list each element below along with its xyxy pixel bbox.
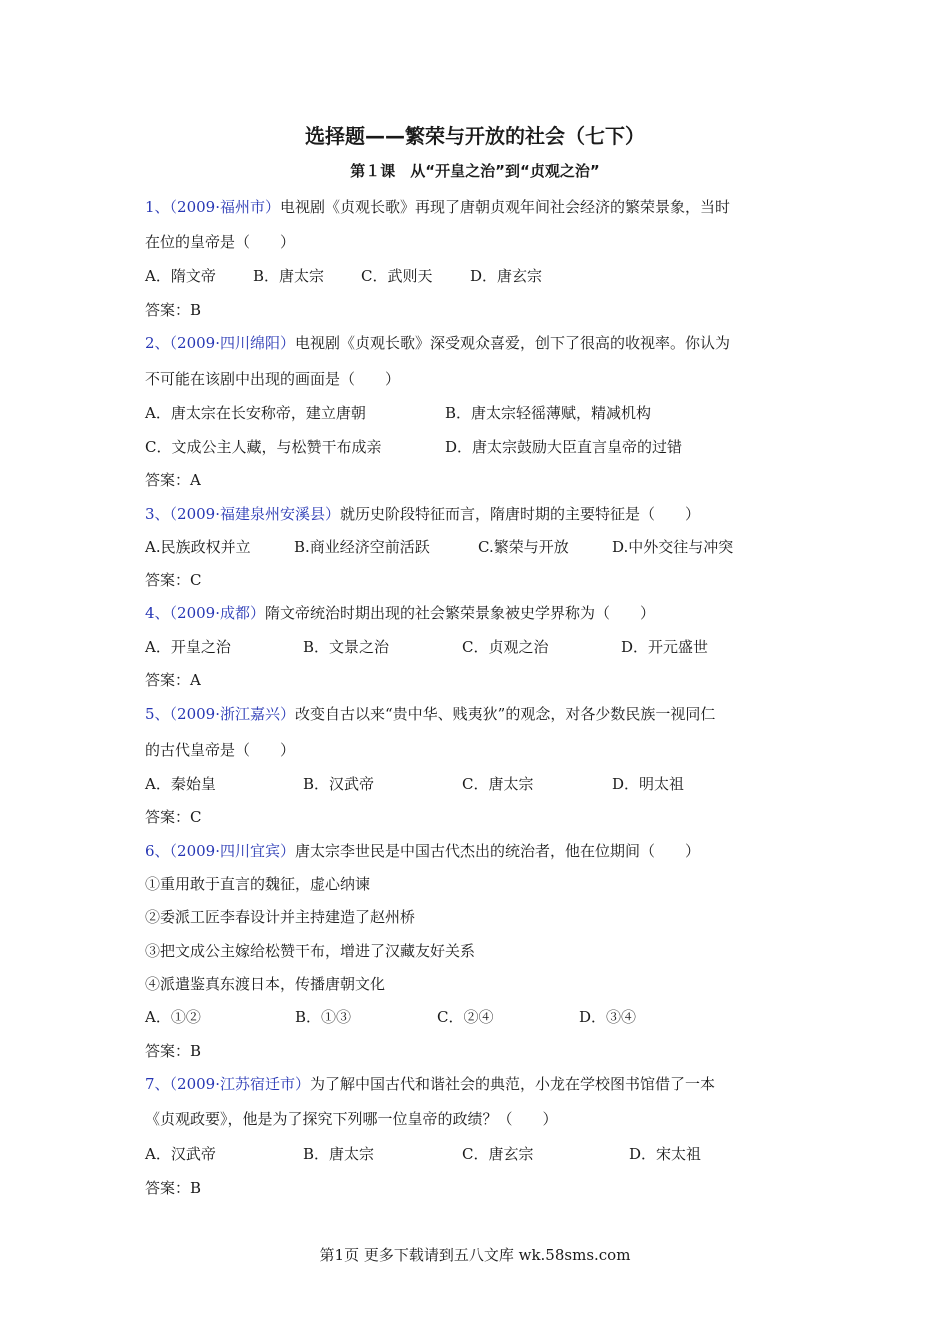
question-3-text: 就历史阶段特征而言，隋唐时期的主要特征是（ ） — [340, 505, 701, 523]
question-1-stem-cont: 在位的皇帝是（ ） — [145, 233, 296, 251]
option-b: B．唐太宗 — [253, 267, 325, 285]
question-1-number: 1、 — [145, 198, 170, 216]
question-2-answer: 答案：A — [145, 471, 201, 489]
question-1-text: 电视剧《贞观长歌》再现了唐朝贞观年间社会经济的繁荣景象，当时 — [280, 198, 731, 216]
question-6-item-3: ③把文成公主嫁给松赞干布，增进了汉藏友好关系 — [145, 942, 476, 960]
option-a: A．汉武帝 — [145, 1145, 216, 1163]
option-a: A．①② — [145, 1008, 201, 1026]
question-6-source: （2009·四川宜宾） — [169, 842, 295, 860]
option-a: A．唐太宗在长安称帝，建立唐朝 — [145, 404, 366, 422]
question-6-text: 唐太宗李世民是中国古代杰出的统治者，他在位期间（ ） — [295, 842, 701, 860]
question-2-number: 2、 — [145, 334, 170, 352]
question-1-answer: 答案：B — [145, 301, 202, 319]
page-footer: 第1页 更多下载请到五八文库 wk.58sms.com — [319, 1246, 631, 1264]
question-7-text: 为了解中国古代和谐社会的典范，小龙在学校图书馆借了一本 — [310, 1075, 716, 1093]
option-d: D．开元盛世 — [621, 638, 709, 656]
question-6-stem — [145, 840, 815, 862]
option-b: B.商业经济空前活跃 — [294, 538, 430, 556]
question-3-answer: 答案：C — [145, 571, 202, 589]
option-a: A．秦始皇 — [145, 775, 216, 793]
option-c: C．唐太宗 — [462, 775, 534, 793]
option-d: D．明太祖 — [612, 775, 685, 793]
question-1-stem — [145, 196, 815, 218]
question-3-number: 3、 — [145, 505, 170, 523]
option-c: C．文成公主人藏，与松赞干布成亲 — [145, 438, 382, 456]
question-2-stem — [145, 332, 815, 354]
option-a: A.民族政权并立 — [145, 538, 251, 556]
question-6-item-2: ②委派工匠李春设计并主持建造了赵州桥 — [145, 908, 416, 926]
option-c: C．②④ — [437, 1008, 494, 1026]
document-title: 选择题——繁荣与开放的社会（七下） — [305, 124, 645, 148]
option-b: B．唐太宗轻徭薄赋，精减机构 — [445, 404, 652, 422]
question-7-number: 7、 — [145, 1075, 170, 1093]
question-2-stem-cont: 不可能在该剧中出现的画面是（ ） — [145, 370, 401, 388]
option-a: A．隋文帝 — [145, 267, 216, 285]
option-d: D．③④ — [579, 1008, 637, 1026]
question-5-number: 5、 — [145, 705, 170, 723]
option-b: B．①③ — [295, 1008, 352, 1026]
option-c: C．武则天 — [361, 267, 433, 285]
question-3-source: （2009·福建泉州安溪县） — [169, 505, 340, 523]
question-1-source: （2009·福州市） — [169, 198, 280, 216]
option-b: B．唐太宗 — [303, 1145, 375, 1163]
question-5-answer: 答案：C — [145, 808, 202, 826]
question-4-text: 隋文帝统治时期出现的社会繁荣景象被史学界称为（ ） — [265, 604, 656, 622]
question-6-answer: 答案：B — [145, 1042, 202, 1060]
question-2-text: 电视剧《贞观长歌》深受观众喜爱，创下了很高的收视率。你认为 — [295, 334, 731, 352]
question-5-stem — [145, 703, 815, 725]
question-2-source: （2009·四川绵阳） — [169, 334, 295, 352]
option-c: C．贞观之治 — [462, 638, 549, 656]
question-4-source: （2009·成都） — [169, 604, 265, 622]
option-c: C．唐玄宗 — [462, 1145, 534, 1163]
option-b: B．汉武帝 — [303, 775, 375, 793]
question-6-item-4: ④派遣鉴真东渡日本，传播唐朝文化 — [145, 975, 386, 993]
option-d: D．宋太祖 — [629, 1145, 702, 1163]
option-b: B．文景之治 — [303, 638, 390, 656]
question-4-stem — [145, 602, 815, 624]
question-7-stem — [145, 1073, 815, 1095]
option-a: A．开皇之治 — [145, 638, 231, 656]
question-4-number: 4、 — [145, 604, 170, 622]
question-7-answer: 答案：B — [145, 1179, 202, 1197]
question-5-text: 改变自古以来“贵中华、贱夷狄”的观念，对各少数民族一视同仁 — [295, 705, 716, 723]
question-6-item-1: ①重用敢于直言的魏征，虚心纳谏 — [145, 875, 371, 893]
option-d: D．唐太宗鼓励大臣直言皇帝的过错 — [445, 438, 683, 456]
question-3-stem — [145, 503, 815, 525]
question-5-source: （2009·浙江嘉兴） — [169, 705, 295, 723]
lesson-heading: 第１课 从“开皇之治”到“贞观之治” — [350, 162, 600, 180]
question-4-answer: 答案：A — [145, 671, 201, 689]
question-6-number: 6、 — [145, 842, 170, 860]
option-c: C.繁荣与开放 — [478, 538, 569, 556]
question-5-stem-cont: 的古代皇帝是（ ） — [145, 741, 296, 759]
option-d: D.中外交往与冲突 — [612, 538, 734, 556]
question-7-stem-cont: 《贞观政要》，他是为了探究下列哪一位皇帝的政绩？（ ） — [145, 1110, 558, 1128]
question-7-source: （2009·江苏宿迁市） — [169, 1075, 310, 1093]
option-d: D．唐玄宗 — [470, 267, 543, 285]
